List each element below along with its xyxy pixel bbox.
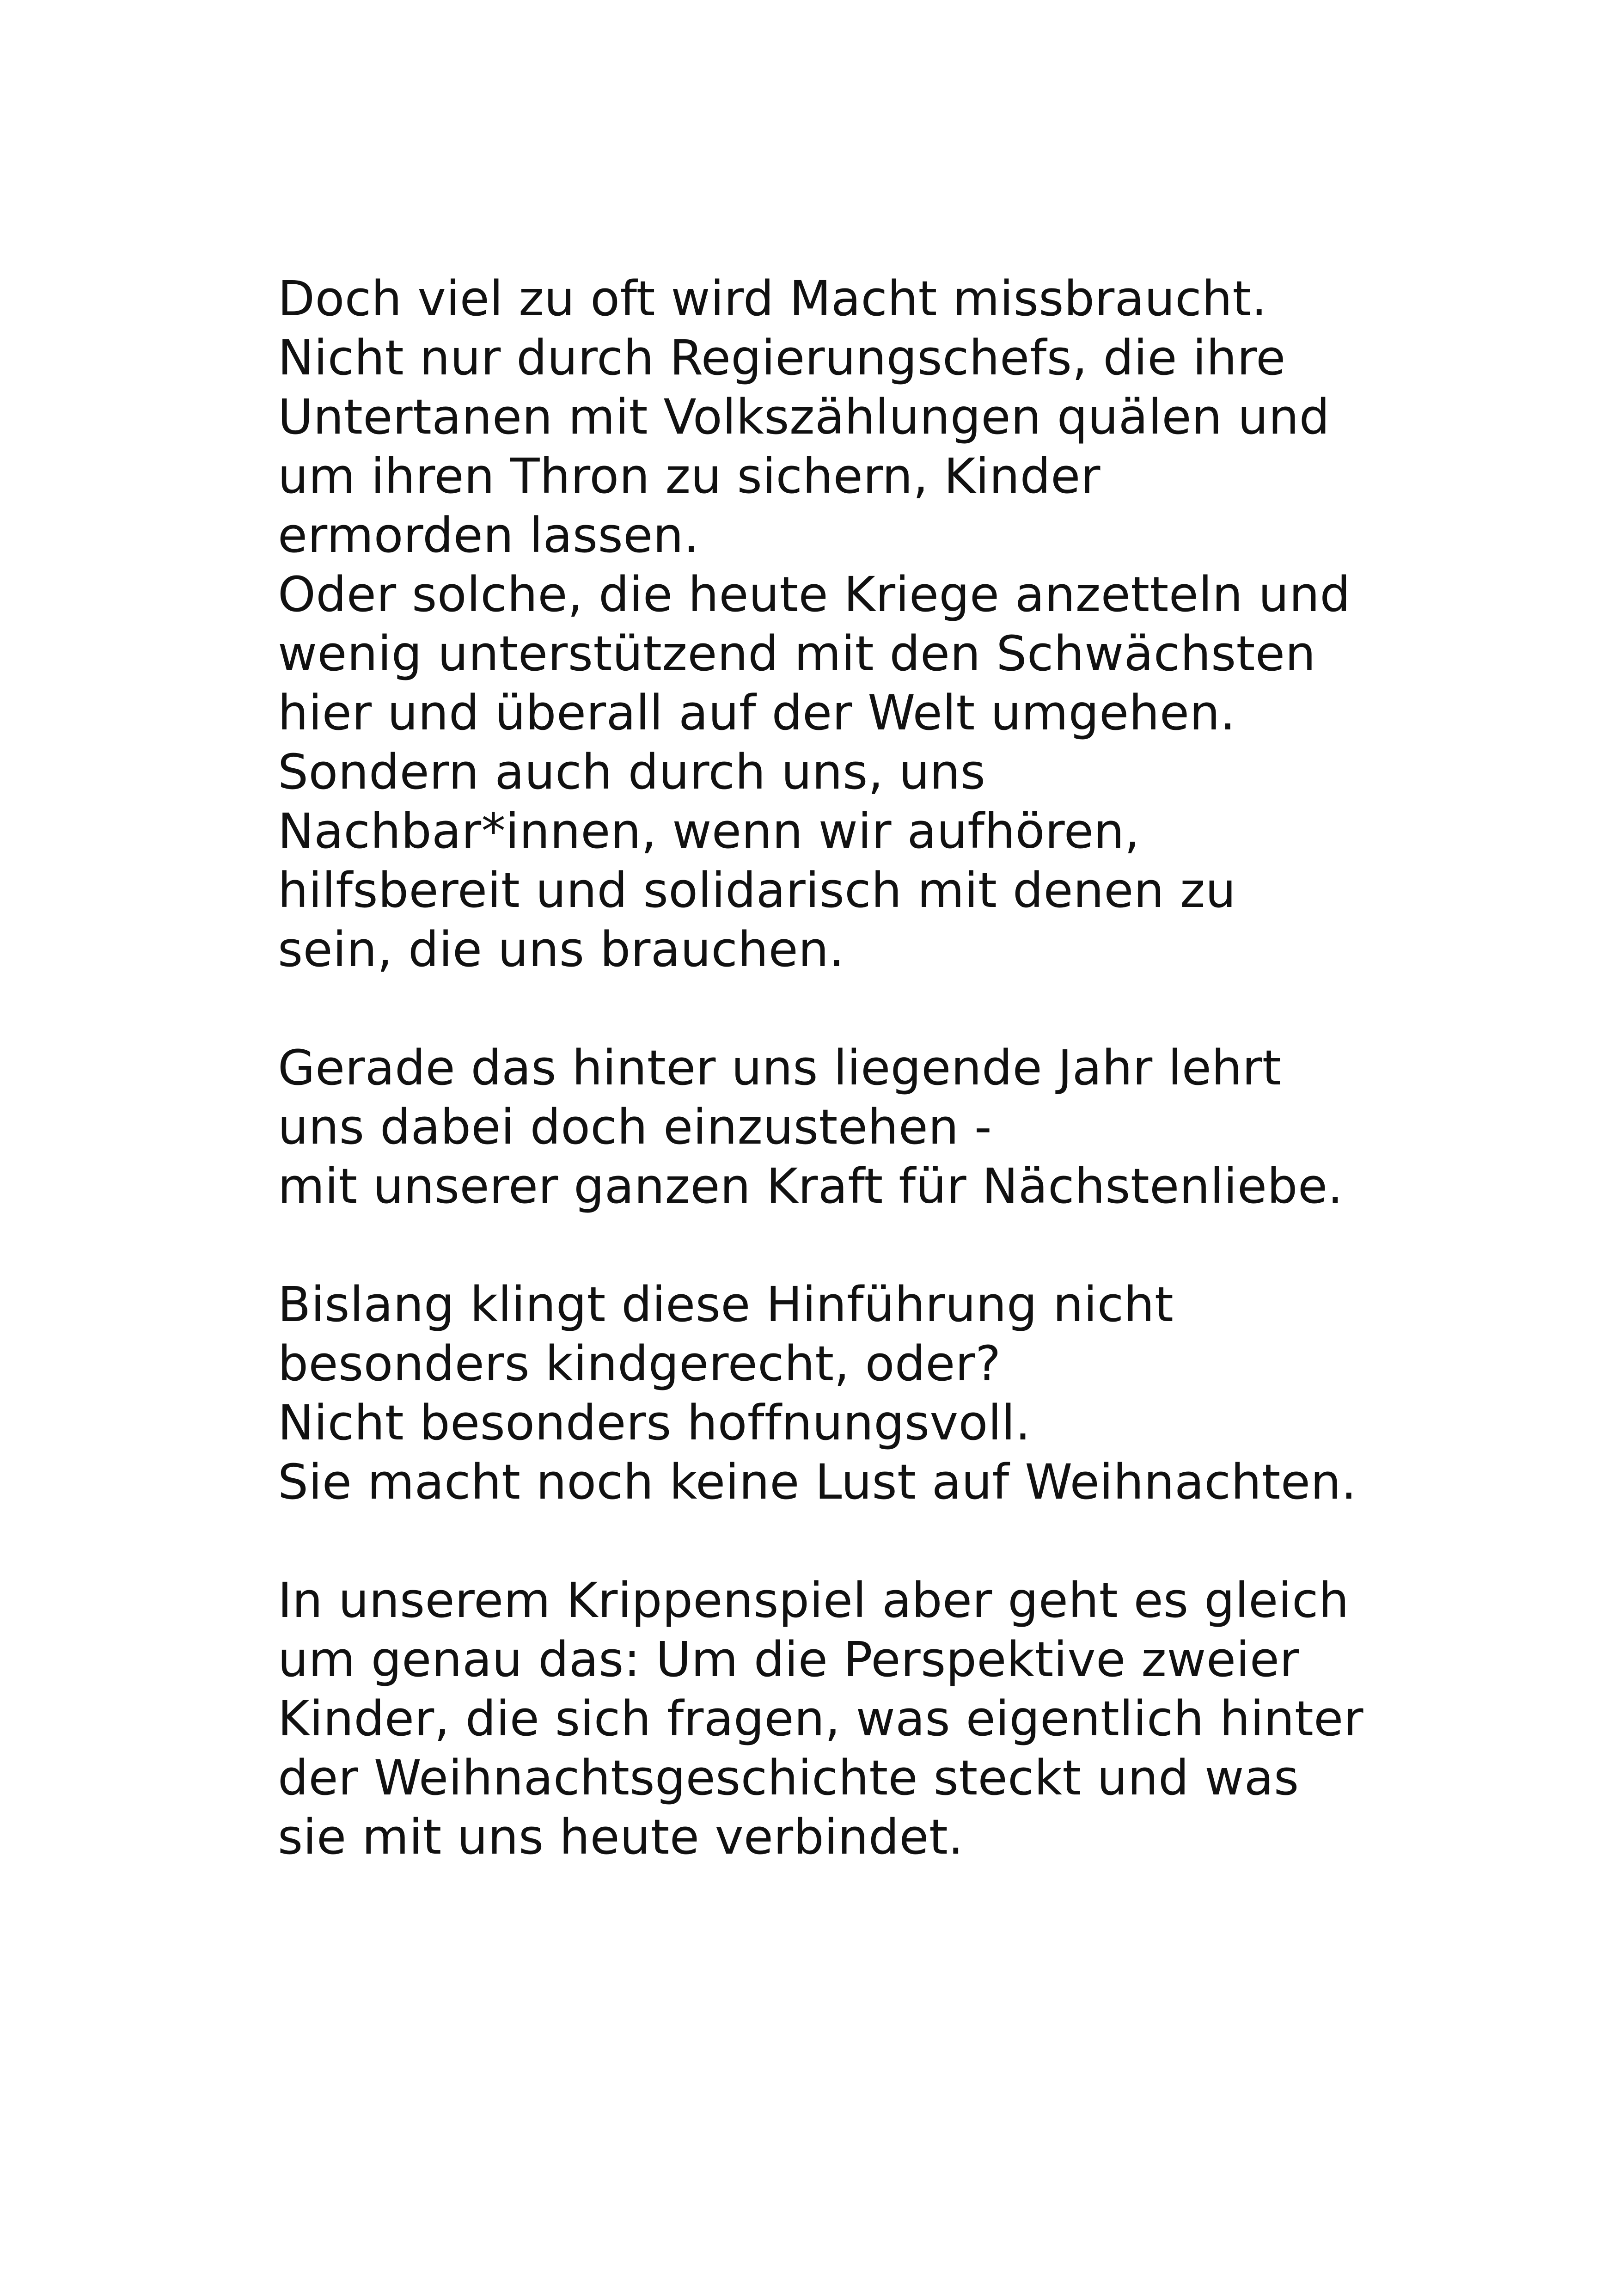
text-line: hier und überall auf der Welt umgehen. [278,685,1236,741]
text-line: wenig unterstützend mit den Schwächsten [278,625,1316,682]
text-line: sie mit uns heute verbindet. [278,1809,964,1865]
text-line: Gerade das hinter uns liegende Jahr lehrt [278,1040,1282,1096]
text-line: Nicht besonders hoffnungsvoll. [278,1395,1031,1451]
paragraph-1 [278,269,1480,979]
paragraph-4 [278,1571,1480,1867]
text-line: besonders kindgerecht, oder? [278,1335,1001,1392]
text-line: um genau das: Um die Perspektive zweier [278,1631,1300,1688]
text-line: Untertanen mit Volkszählungen quälen und [278,389,1330,445]
text-line: hilfsbereit und solidarisch mit denen zu [278,862,1236,918]
paragraph-2 [278,1038,1480,1216]
text-line: Kinder, die sich fragen, was eigentlich hinter [278,1690,1363,1747]
text-line: sein, die uns brauchen. [278,921,845,978]
paragraph-3 [278,1275,1480,1512]
text-line: Nachbar*innen, wenn wir aufhören, [278,803,1140,859]
text-line: uns dabei doch einzustehen - [278,1099,992,1155]
text-line: Oder solche, die heute Kriege anzetteln und [278,566,1351,623]
text-line: In unserem Krippenspiel aber geht es gleich [278,1572,1350,1629]
text-line: Doch viel zu oft wird Macht missbraucht. [278,270,1267,327]
text-line: der Weihnachtsgeschichte steckt und was [278,1750,1299,1806]
body-text [278,269,1480,1867]
text-line: ermorden lassen. [278,507,699,563]
text-line: mit unserer ganzen Kraft für Nächstenliebe. [278,1158,1343,1214]
text-line: Sondern auch durch uns, uns [278,744,986,800]
text-line: um ihren Thron zu sichern, Kinder [278,448,1100,504]
text-line: Sie macht noch keine Lust auf Weihnachten. [278,1454,1357,1510]
text-line: Nicht nur durch Regierungschefs, die ihre [278,330,1286,386]
text-line: Bislang klingt diese Hinführung nicht [278,1276,1174,1333]
